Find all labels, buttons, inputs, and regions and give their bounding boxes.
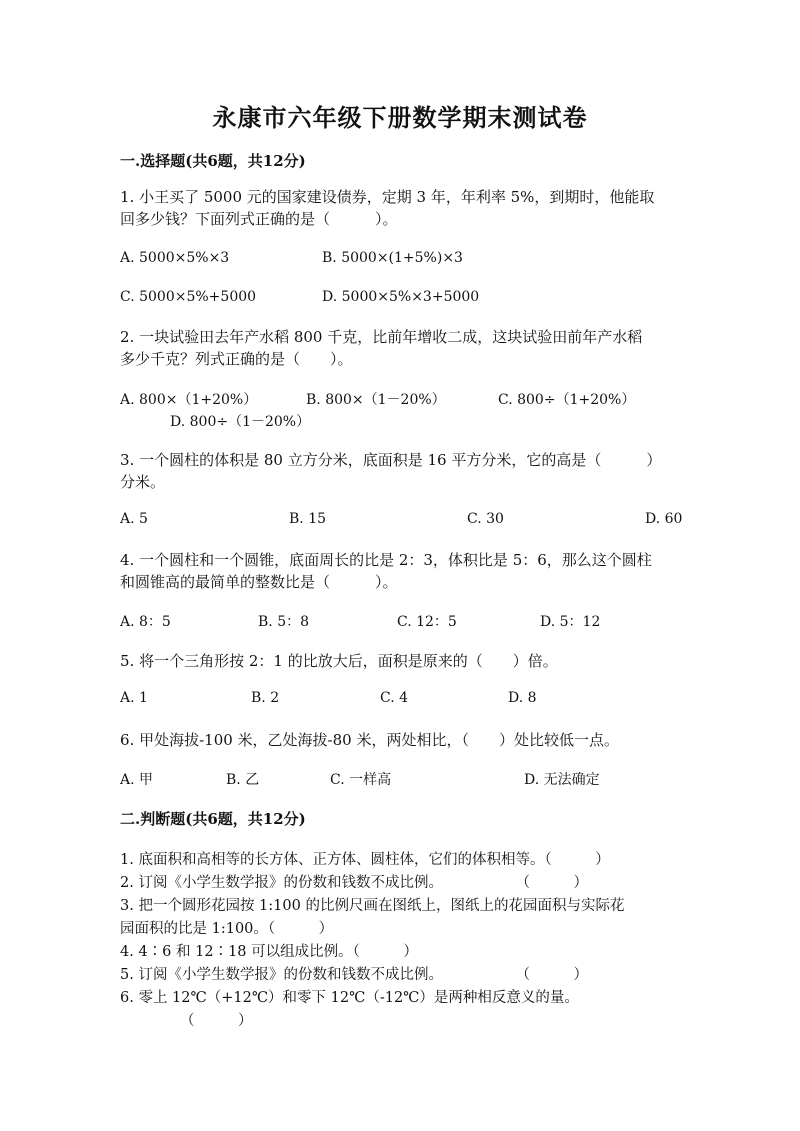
question-2-option-b: B. 800×（1－20%） xyxy=(306,392,446,408)
question-1-option-d: D. 5000×5%×3+5000 xyxy=(322,289,480,305)
question-5-option-d: D. 8 xyxy=(508,690,537,706)
question-3-option-a: A. 5 xyxy=(120,511,148,527)
judge-line-4: 园面积的比是 1:100。（ ） xyxy=(120,921,334,937)
page-title: 永康市六年级下册数学期末测试卷 xyxy=(212,103,588,132)
judge-line-3: 3. 把一个圆形花园按 1:100 的比例尺画在图纸上，图纸上的花园面积与实际花 xyxy=(120,898,625,914)
question-5-line-1: 5. 将一个三角形按 2：1 的比放大后，面积是原来的（ ）倍。 xyxy=(120,652,558,670)
question-1-option-c: C. 5000×5%+5000 xyxy=(120,289,257,305)
question-1-option-b: B. 5000×(1+5%)×3 xyxy=(322,250,463,266)
question-3-line-2: 分米。 xyxy=(120,473,166,491)
question-1-option-a: A. 5000×5%×3 xyxy=(120,250,230,266)
question-4-option-d: D. 5：12 xyxy=(540,614,601,630)
question-2-option-c: C. 800÷（1+20%） xyxy=(498,392,636,408)
section-heading-true-false: 二.判断题(共6题，共12分) xyxy=(120,810,306,828)
judge-line-7: 6. 零上 12℃（+12℃）和零下 12℃（-12℃）是两种相反意义的量。 xyxy=(120,990,579,1006)
judge-line-2: 2. 订阅《小学生数学报》的份数和钱数不成比例。 （ ） xyxy=(120,875,588,891)
question-4-line-1: 4. 一个圆柱和一个圆锥，底面周长的比是 2：3，体积比是 5：6，那么这个圆柱 xyxy=(120,551,652,569)
judge-line-6: 5. 订阅《小学生数学报》的份数和钱数不成比例。 （ ） xyxy=(120,967,588,983)
question-2-option-a: A. 800×（1+20%） xyxy=(120,392,258,408)
question-4-option-a: A. 8：5 xyxy=(120,614,171,630)
question-4-option-c: C. 12：5 xyxy=(397,614,457,630)
question-3-line-1: 3. 一个圆柱的体积是 80 立方分米，底面积是 16 平方分米，它的高是（ ） xyxy=(120,451,662,469)
section-heading-choice: 一.选择题(共6题，共12分) xyxy=(120,152,306,170)
question-4-option-b: B. 5：8 xyxy=(258,614,310,630)
question-4-line-2: 和圆锥高的最简单的整数比是（ ）。 xyxy=(120,573,398,591)
question-5-option-b: B. 2 xyxy=(251,690,280,706)
question-3-option-b: B. 15 xyxy=(289,511,327,527)
judge-line-1: 1. 底面积和高相等的长方体、正方体、圆柱体，它们的体积相等。（ ） xyxy=(120,852,610,868)
question-3-option-d: D. 60 xyxy=(645,511,683,527)
judge-line-8: （ ） xyxy=(180,1013,253,1029)
question-3-option-c: C. 30 xyxy=(467,511,504,527)
question-6-option-b: B. 乙 xyxy=(226,772,260,788)
question-6-option-c: C. 一样高 xyxy=(330,772,392,788)
question-5-option-a: A. 1 xyxy=(120,690,148,706)
question-2-option-d: D. 800÷（1－20%） xyxy=(170,414,311,430)
question-5-option-c: C. 4 xyxy=(380,690,409,706)
question-2-line-2: 多少千克？列式正确的是（ ）。 xyxy=(120,350,353,368)
question-6-line-1: 6. 甲处海拔-100 米，乙处海拔-80 米，两处相比，（ ）处比较低一点。 xyxy=(120,731,619,749)
question-6-option-d: D. 无法确定 xyxy=(524,772,600,788)
question-2-line-1: 2. 一块试验田去年产水稻 800 千克，比前年增收二成，这块试验田前年产水稻 xyxy=(120,328,643,346)
judge-line-5: 4. 4∶6 和 12∶18 可以组成比例。（ ） xyxy=(120,944,418,960)
question-1-line-1: 1. 小王买了 5000 元的国家建设债券，定期 3 年，年利率 5%，到期时，他能取 xyxy=(120,188,655,206)
question-6-option-a: A. 甲 xyxy=(120,772,154,788)
question-1-line-2: 回多少钱？下面列式正确的是（ ）。 xyxy=(120,210,398,228)
